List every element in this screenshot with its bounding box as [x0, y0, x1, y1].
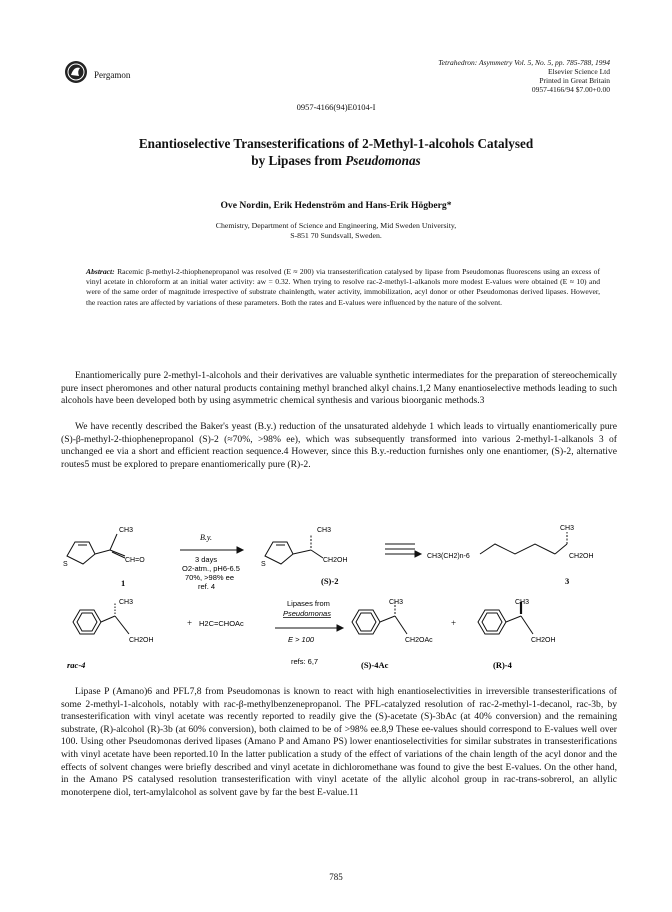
abstract-label: Abstract:	[86, 267, 115, 276]
scheme1-ch3-3: CH3	[560, 525, 575, 532]
scheme2-plus-1: +	[187, 618, 193, 628]
scheme2-plus-2: +	[451, 618, 457, 628]
citation-issn: 0957-4166/94 $7.00+0.00	[531, 85, 610, 94]
scheme1-ch3-2: CH3	[317, 527, 332, 534]
scheme2-label-rac4: rac-4	[67, 660, 86, 670]
citation-publisher: Elsevier Science Ltd	[547, 67, 610, 76]
scheme1-cond-1: 3 days	[195, 555, 218, 564]
scheme2-label-r4: (R)-4	[493, 660, 512, 670]
scheme1-label-3: 3	[565, 576, 570, 586]
reaction-scheme-1	[55, 520, 625, 590]
abstract-text: Racemic β-methyl-2-thiophenepropanol was resolved (E ≈ 200) via transesterification catalysed by lipase from Pseudomonas fluorescens using an excess of vinyl acetate in chloroform at an initial water activity: aw = 0.32. When trying to resolve rac-2-methyl-1-alkanols more modest E-values were obtained (E ≈ 10) and were of the same order of magnitude irrespective of substrate chainlength, water activity, immobilization, acyl donor or other Pseudomonas derived lipases. However, the reaction rates are affected by variations of these parameters. Both the rates and E-values were influenced by the nature of the solvent.	[86, 267, 601, 307]
scheme2-enzyme-2: Pseudomonas	[283, 609, 331, 618]
scheme1-chain: CH3(CH2)n-6	[427, 553, 470, 560]
scheme1-cond-4: ref. 4	[198, 582, 216, 590]
scheme2-ch3-a: CH3	[119, 599, 134, 606]
scheme2-refs: refs: 6,7	[291, 657, 319, 666]
paragraph-1-text: Enantiomerically pure 2-methyl-1-alcohols and their derivatives are valuable synthetic intermediates for the preparation of stereochemically pure insect pheromones and other natural products containing methyl branched alkyl chains.1,2 Many enantioselective methods leading to such alcohols have been developed both by using asymmetric chemical synthesis and various bioorganic methods.3	[61, 370, 617, 407]
title-line-2: by Lipases from Pseudomonas	[251, 153, 421, 168]
scheme2-evalue: E > 100	[288, 635, 315, 644]
scheme1-s-1: S	[63, 561, 68, 568]
affiliation-line-2: S-851 70 Sundsvall, Sweden.	[290, 231, 382, 240]
title-line-1: Enantioselective Transesterifications of 2-Methyl-1-alcohols Catalysed	[138, 136, 534, 151]
scheme1-ch2oh-3: CH2OH	[569, 553, 594, 560]
scheme2-enzyme-1: Lipases from	[287, 599, 330, 608]
paragraph-2-text: We have recently described the Baker's yeast (B.y.) reduction of the unsaturated aldehyde 1 which leads to virtually enantiomerically pure (S)-β-methyl-2-thiophenepropanol (S)-2 (≈70%, >98% ee), which was subsequently transformed into various 2-methyl-1-alkanols 3 of unchanged ee via a short and efficient reaction sequence.4 However, since this B.y.-reduction furnishes only one enantiomer, (S)-2, alternative routes5 must be explored to prepare enantiomerically pure (R)-2.	[61, 421, 617, 470]
affiliation	[0, 221, 672, 241]
scheme2-ch3-b: CH3	[389, 599, 404, 606]
scheme1-s-2: S	[261, 561, 266, 568]
authors: Ove Nordin, Erik Hedenström and Hans-Erik Högberg*	[220, 200, 452, 211]
publisher-name: Pergamon	[94, 70, 131, 80]
scheme2-ch2oh-c: CH2OH	[531, 637, 556, 644]
page-number: 785	[329, 872, 343, 882]
scheme2-vinyl-acetate: H2C=CHOAc	[199, 619, 244, 628]
citation-block	[360, 58, 610, 94]
publisher-logo	[64, 60, 88, 84]
scheme2-ch2oac: CH2OAc	[405, 637, 433, 644]
reaction-scheme-2	[55, 596, 625, 678]
scheme1-reagent: B.y.	[200, 533, 212, 542]
scheme1-label-1: 1	[121, 578, 126, 588]
scheme1-cho: CH=O	[125, 557, 145, 564]
scheme1-ch2oh-2: CH2OH	[323, 557, 348, 564]
scheme-1-structures	[55, 520, 625, 590]
paragraph-3-text: Lipase P (Amano)6 and PFL7,8 from Pseudomonas is known to react with high enantioselectivities in irreversible transesterifications of some 2-methyl-1-alcohols, notably with rac-β-methylbenzenepropanol. The PFL-catalyzed resolution of rac-2-methyl-1-decanol, rac-3b, by transesterification with vinyl acetate was recently reported to readily give the (S)-acetate (S)-3bAc (at 40% conversion) and the remaining substrate, (R)-alcohol (R)-3b (at 60% conversion), both claimed to be of >98% ee.8,9 These ee-values should correspond to E-values well over 100. Using other Pseudomonas derived lipases (Amano P and Amano PS) lower enantioselectivities for similar substrates in transesterifications with vinyl acetate have been reported.10 In the latter publication a study of the effect of variations of the chain length of the acyl donor and the effects of solvent changes were briefly described and vinyl acetate in dichloromethane was found to give the best E-values. On the other hand, in the Amano PS catalysed resolution transesterification with vinyl acetate of the allylic alcohol group in rac-trans-sobrerol, an allylic monoterpene diol, tert-amylalcohol as solvent gave by far the best E-value.11	[61, 686, 617, 798]
scheme1-ch3-1: CH3	[119, 527, 134, 534]
scheme-2-structures	[55, 596, 625, 678]
intro-paragraph-2	[61, 421, 617, 471]
doi: 0957-4166(94)E0104-I	[296, 102, 376, 112]
intro-paragraph-1	[61, 370, 617, 408]
scheme1-cond-2: O2-atm., pH6-6.5	[182, 564, 240, 573]
affiliation-line-1: Chemistry, Department of Science and Engineering, Mid Sweden University,	[215, 221, 457, 230]
scheme2-ch2oh-a: CH2OH	[129, 637, 154, 644]
scheme2-label-s4ac: (S)-4Ac	[361, 660, 389, 670]
abstract	[86, 267, 600, 308]
paper-title	[40, 135, 632, 169]
intro-paragraph-3	[61, 686, 617, 799]
scheme1-cond-3: 70%, >98% ee	[185, 573, 234, 582]
citation-printed: Printed in Great Britain	[539, 76, 610, 85]
citation-journal: Tetrahedron: Asymmetry Vol. 5, No. 5, pp. 785-788, 1994	[438, 58, 610, 67]
scheme2-ch3-c: CH3	[515, 599, 530, 606]
scheme1-label-s2: (S)-2	[321, 576, 339, 586]
